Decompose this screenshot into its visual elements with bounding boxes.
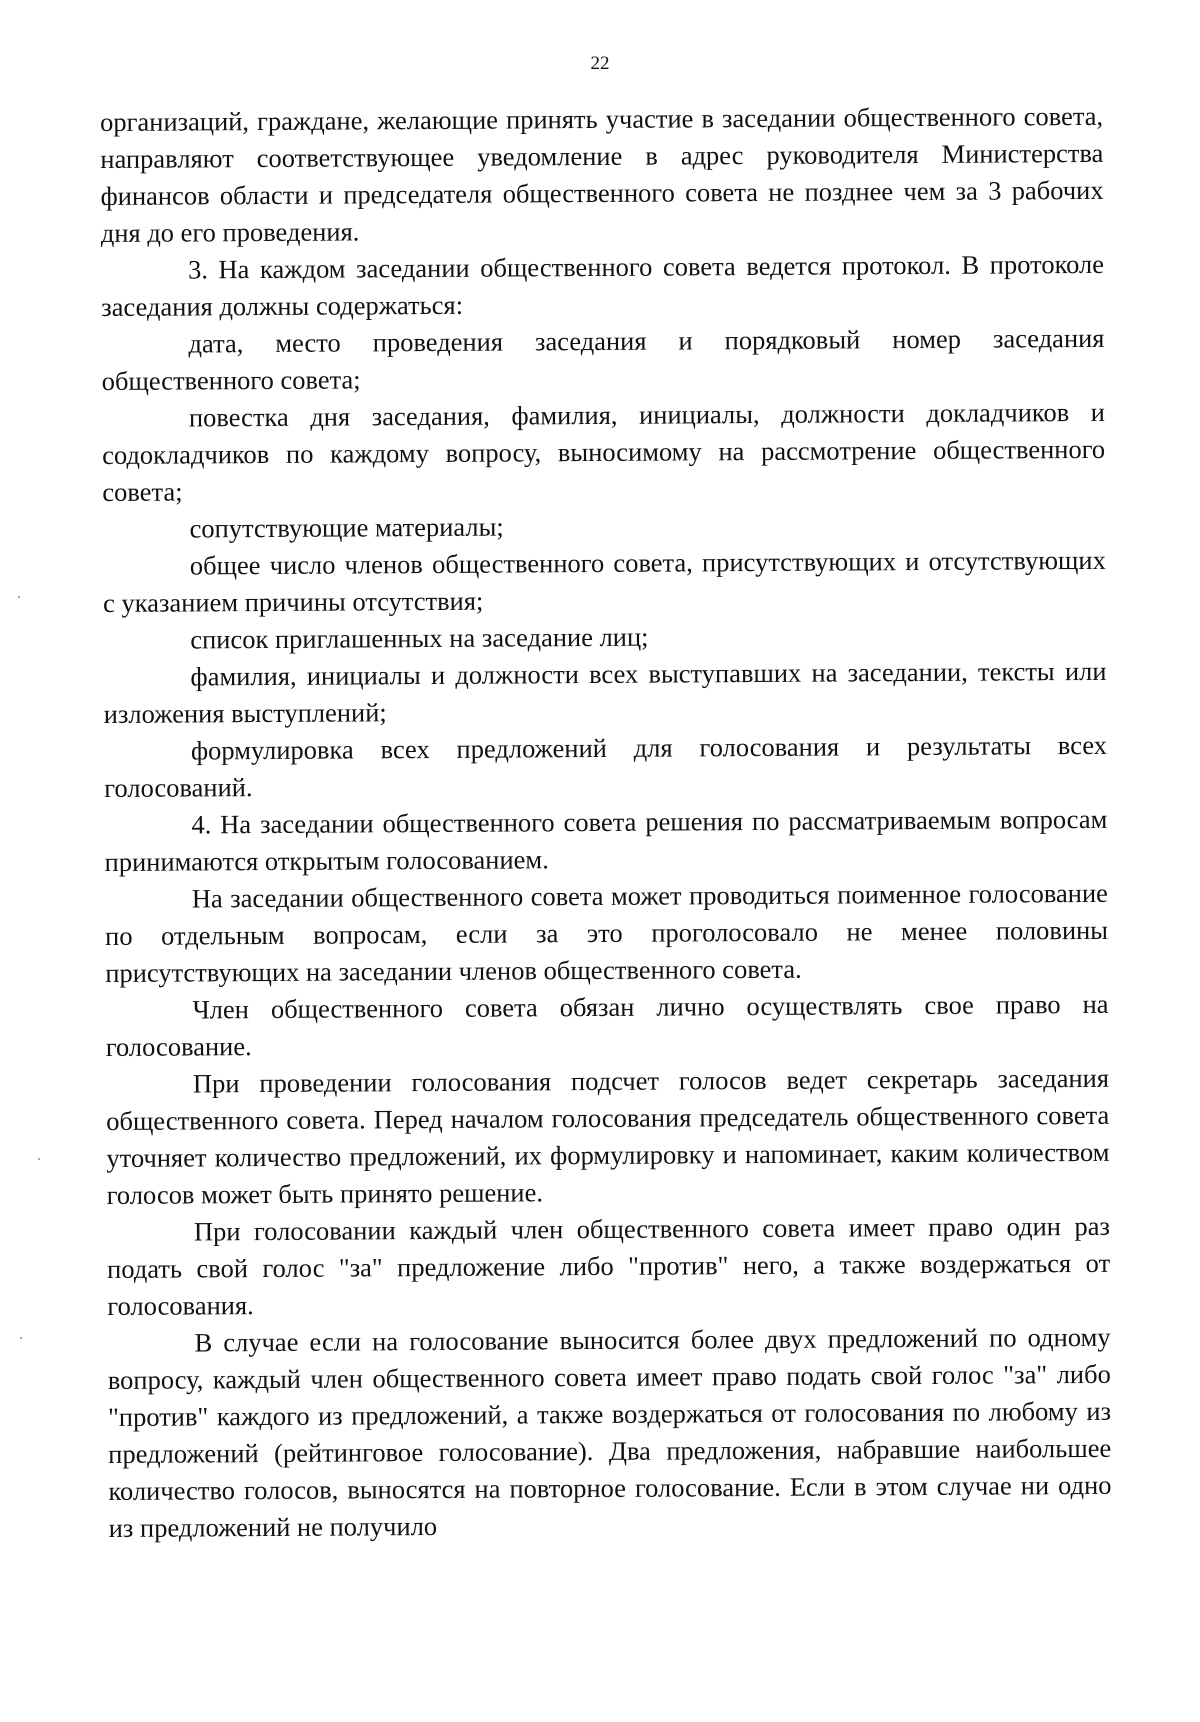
document-body [100,98,1112,1547]
paragraph: 4. На заседании общественного совета решения по рассматриваемым вопросам принимаются открытым голосованием. [104,803,1108,877]
page-number: 22 [590,53,610,74]
list-item: формулировка всех предложений для голосования и результаты всех голосований. [104,729,1108,803]
paragraph: При голосовании каждый член общественного совета имеет право один раз подать свой голос "за" предложение либо "против" него, а также воздержаться от голосования. [107,1210,1111,1321]
paragraph: В случае если на голосование выносится более двух предложений по одному вопросу, каждый член общественного совета имеет право подать свой голос "за" либо "против" каждого из предложений, а также воздержаться от голосования по любому из предложений (рейтинговое голосование). Два предложения, набравшие наибольшее количество голосов, выносятся на повторное голосование. Если в этом случае ни одно из предложений не получило [107,1321,1112,1543]
paragraph: При проведении голосования подсчет голосов ведет секретарь заседания общественного совета. Перед началом голосования председатель общественного совета уточняет количество предложений, их формулировку и напоминает, каким количеством голосов может быть принято решение. [106,1062,1110,1210]
scan-speck [18,596,20,598]
paragraph: 3. На каждом заседании общественного совета ведется протокол. В протоколе заседания должны содержаться: [101,248,1105,322]
list-item: дата, место проведения заседания и порядковый номер заседания общественного совета; [101,322,1105,396]
list-item: повестка дня заседания, фамилия, инициалы, должности докладчиков и содокладчиков по каждому вопросу, выносимому на рассмотрение общественного совета; [102,396,1106,507]
scan-speck [20,1337,22,1339]
paragraph: На заседании общественного совета может проводиться поименное голосование по отдельным вопросам, если за это проголосовало не менее половины присутствующих на заседании членов общественного совета. [104,877,1109,988]
list-item: фамилия, инициалы и должности всех выступавших на заседании, тексты или изложения выступлений; [103,655,1107,729]
list-item: общее число членов общественного совета, присутствующих и отсутствующих с указанием причины отсутствия; [102,544,1106,618]
scan-speck [38,1158,40,1160]
list-item: сопутствующие материалы; [189,511,504,544]
paragraph: Член общественного совета обязан лично осуществлять свое право на голосование. [105,988,1109,1062]
list-item: список приглашенных на заседание лиц; [190,621,649,655]
paragraph: организаций, граждане, желающие принять участие в заседании общественного совета, направляют соответствующее уведомление в адрес руководителя Министерства финансов области и председателя общественного совета не позднее чем за 3 рабочих дня до его проведения. [100,100,1104,248]
